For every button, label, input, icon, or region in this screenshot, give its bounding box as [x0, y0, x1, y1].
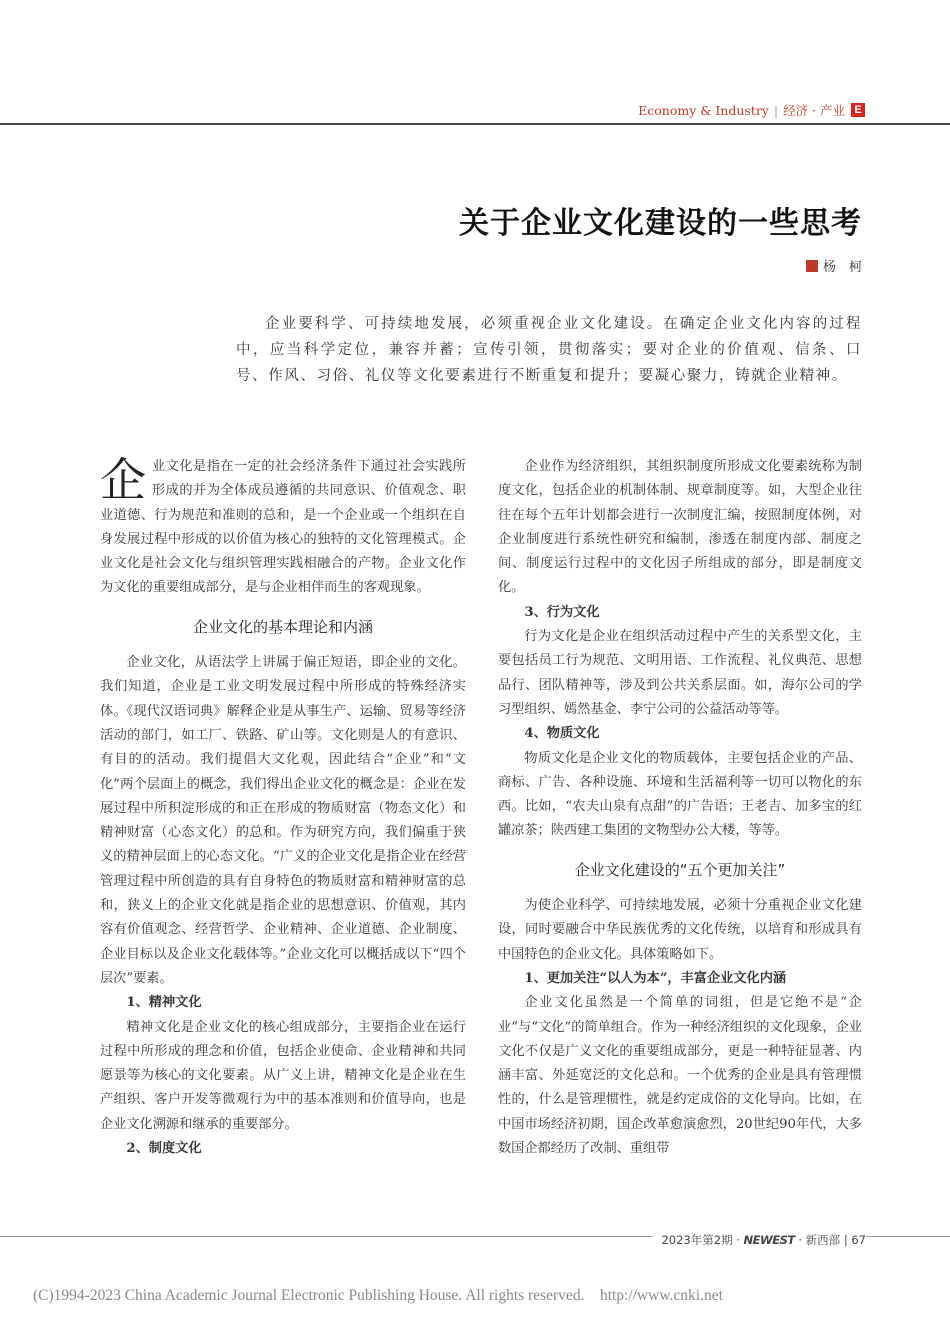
- subheading-system-culture: 2、制度文化: [126, 1141, 202, 1157]
- paragraph: 行为文化是企业在组织活动过程中产生的关系型文化，主要包括员工行为规范、文明用语、工作流程、礼仪典范、思想品行、团队精神等，涉及到公共关系层面。如，海尔公司的学习型组织、嫣然基金、李宁公司的公益活动等等。: [498, 629, 862, 717]
- subheading-behavior-culture: 3、行为文化: [524, 604, 600, 620]
- intro-paragraph: [100, 455, 466, 601]
- right-column: [498, 455, 862, 1161]
- running-header: [638, 101, 865, 119]
- abstract: 企业要科学、可持续地发展，必须重视企业文化建设。在确定企业文化内容的过程中，应当科学定位，兼容并蓄；宣传引领，贯彻落实；要对企业的价值观、信条、口号、作风、习俗、礼仪等文化要素进行不断重复和提升；要凝心聚力，铸就企业精神。: [236, 316, 862, 384]
- section-english: Economy & Industry: [638, 102, 769, 118]
- issue-label: 2023年第2期 ·: [661, 1233, 740, 1247]
- author-marker-icon: [806, 260, 818, 272]
- paragraph: 企业作为经济组织，其组织制度所形成文化要素统称为制度文化，包括企业的机制体制、规章制度等。如，大型企业往往在每个五年计划都会进行一次制度汇编，按照制度体例，对企业制度进行系统性研究和编制，渗透在制度内部、制度之间、制度运行过程中的文化因子所组成的部分，即是制度文化。: [498, 459, 862, 596]
- section-badge: E: [851, 103, 865, 117]
- intro-text: 业文化是指在一定的社会经济条件下通过社会实践所形成的并为全体成员遵循的共同意识、价值观念、职业道德、行为规范和准则的总和，是一个企业或一个组织在自身发展过程中形成的以价值为核心的独特的文化管理模式。企业文化是社会文化与组织管理实践相融合的产物。企业文化作为文化的重要组成部分，是与企业相伴而生的客观现象。: [100, 459, 466, 596]
- paragraph: 为使企业科学、可持续地发展，必须十分重视企业文化建设，同时要融合中华民族优秀的文化传统，以培育和形成具有中国特色的企业文化。具体策略如下。: [498, 898, 862, 962]
- paragraph: 企业文化虽然是一个简单的词组，但是它绝不是“企业”与“文化”的简单组合。作为一种经济组织的文化现象，企业文化不仅是广义文化的重要组成部分，更是一种特征显著、内涵丰富、外延宽泛的文化总和。一个优秀的企业是具有管理惯性的，什么是管理惯性，就是约定成俗的文化导向。比如，在中国市场经济初期，国企改革愈演愈烈，20世纪90年代，大多数国企都经历了改制、重组带: [498, 995, 862, 1157]
- paragraph: 精神文化是企业文化的核心组成部分，主要指企业在运行过程中所形成的理念和价值，包括企业使命、企业精神和共同愿景等为核心的文化要素。从广义上讲，精神文化是企业在生产组织、客户开发等微观行为中的基本准则和价值导向，也是企业文化溯源和继承的重要部分。: [100, 1019, 466, 1132]
- drop-cap: 企: [100, 453, 146, 507]
- header-separator: |: [773, 102, 779, 118]
- page-footer: [653, 1232, 866, 1248]
- copyright-notice: (C)1994-2023 China Academic Journal Electronic Publishing House. All rights reserved. http://www.cnki.net: [33, 1287, 723, 1304]
- page-number: 67: [851, 1233, 866, 1247]
- author-name: 杨 柯: [822, 260, 862, 275]
- paragraph: 企业文化，从语法学上讲属于偏正短语，即企业的文化。我们知道，企业是工业文明发展过程中所形成的特殊经济实体。《现代汉语词典》解释企业是从事生产、运输、贸易等经济活动的部门，如工厂、铁路、矿山等。文化则是人的有意识、有目的的活动。我们提倡大文化观，因此结合“企业”和“文化”两个层面上的概念，我们得出企业文化的概念是：企业在发展过程中所积淀形成的和正在形成的物质财富（物态文化）和精神财富（心态文化）的总和。作为研究方向，我们偏重于狭义的精神层面上的心态文化。“广义的企业文化是指企业在经营管理过程中所创造的具有自身特色的物质财富和精神财富的总和，狭义上的企业文化就是指企业的思想意识、价值观，其内容有价值观念、经营哲学、企业精神、企业道德、企业制度、企业目标以及企业文化载体等。”企业文化可以概括成以下“四个层次”要素。: [100, 655, 466, 986]
- author-line: [806, 256, 862, 275]
- section-chinese: 经济 · 产业: [783, 103, 845, 118]
- paragraph: 物质文化是企业文化的物质载体，主要包括企业的产品、商标、广告、各种设施、环境和生活福利等一切可以物化的东西。比如，“农夫山泉有点甜”的广告语；王老吉、加多宝的红罐凉茶；陕西建工集团的文物型办公大楼，等等。: [498, 750, 862, 839]
- section-heading-2: 企业文化建设的“五个更加关注”: [574, 860, 786, 879]
- journal-brand: NEWEST: [743, 1233, 795, 1247]
- header-rule: [0, 123, 950, 125]
- section-heading-1: 企业文化的基本理论和内涵: [192, 617, 373, 636]
- subheading-spirit-culture: 1、精神文化: [126, 995, 202, 1011]
- left-column: [100, 455, 466, 1161]
- subheading-material-culture: 4、物质文化: [524, 726, 600, 742]
- subheading-people-oriented: 1、更加关注“以人为本”，丰富企业文化内涵: [524, 970, 787, 986]
- journal-brand-cn: · 新西部 |: [798, 1233, 848, 1247]
- article-title: 关于企业文化建设的一些思考: [459, 206, 862, 241]
